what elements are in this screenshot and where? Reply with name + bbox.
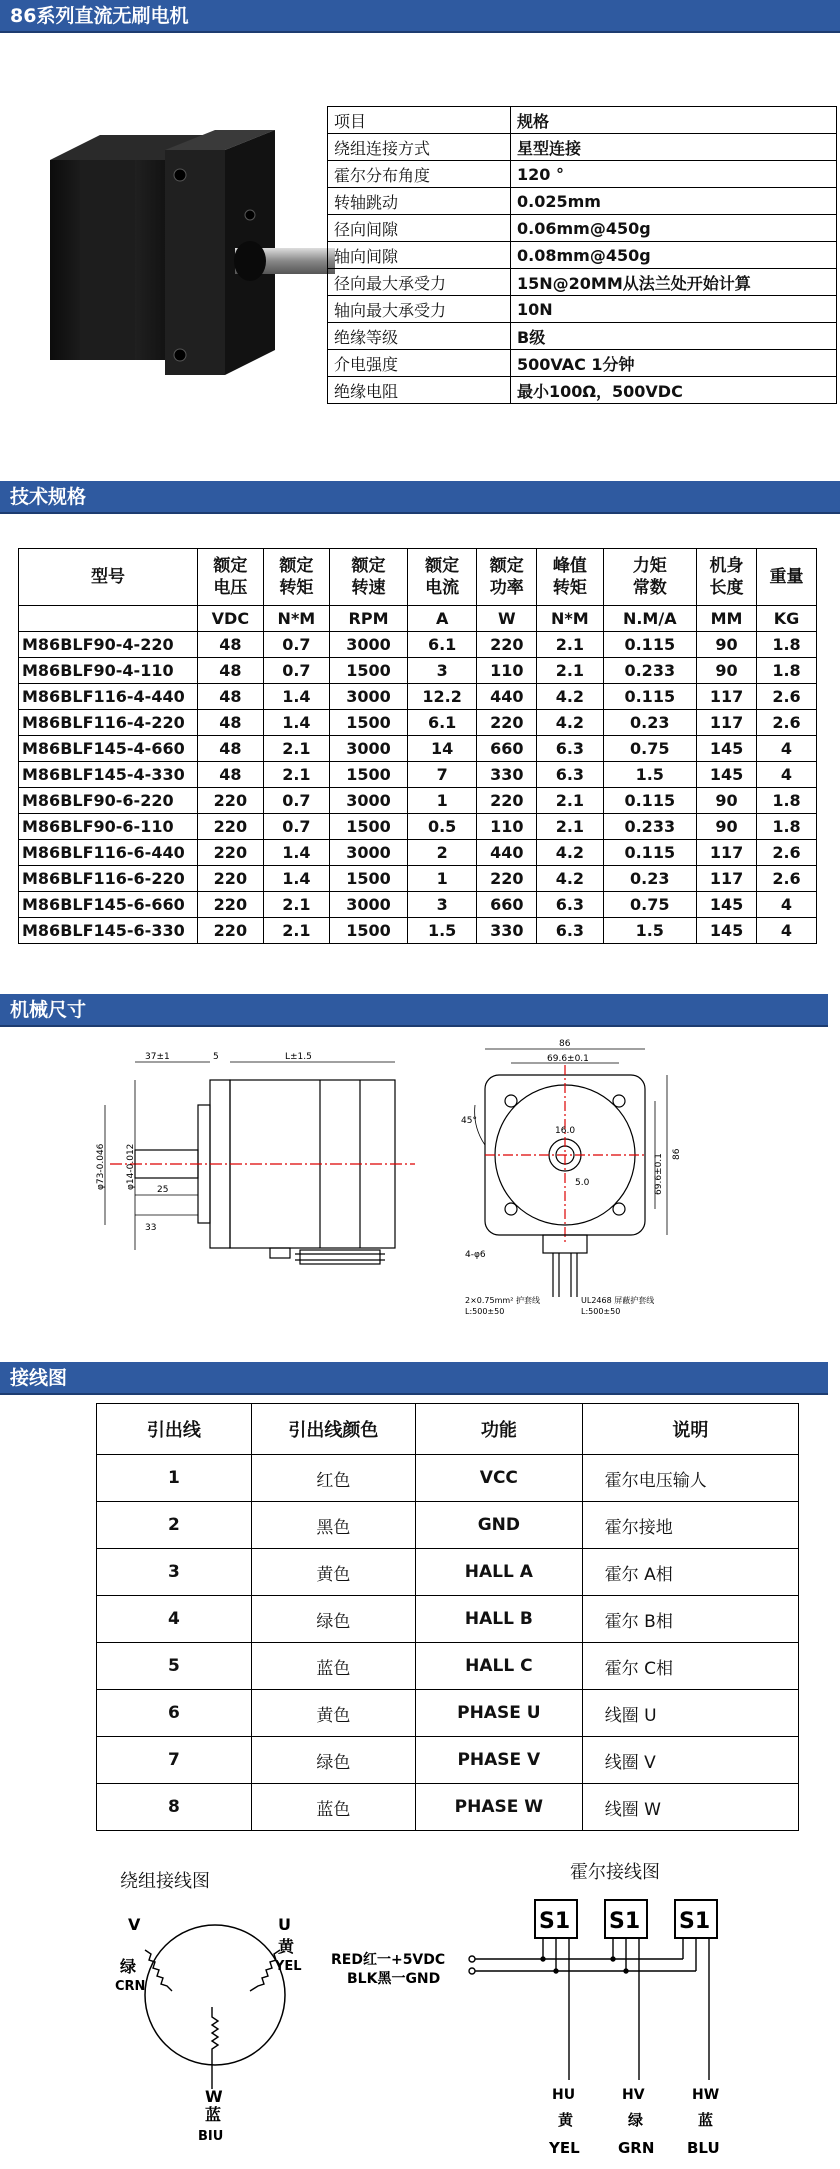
wiring-cell: 线圈 U [582, 1690, 798, 1737]
tech-unit: W [477, 606, 537, 632]
tech-cell: 4 [756, 762, 816, 788]
hall-red-label: RED红一+5VDC [331, 1952, 446, 1968]
tech-model: M86BLF145-6-330 [19, 918, 198, 944]
wiring-cell: HALL C [415, 1643, 582, 1690]
spec-row [328, 215, 837, 242]
tech-cell: 7 [407, 762, 476, 788]
tech-cell: 4.2 [537, 840, 603, 866]
tech-cell: 0.7 [263, 788, 329, 814]
hall-sensor-1: S1 [539, 1909, 571, 1934]
spec-key: 霍尔分布角度 [328, 161, 511, 188]
tech-cell: 2.1 [263, 736, 329, 762]
tech-unit: RPM [330, 606, 408, 632]
hall-c1: 黄 [558, 2111, 574, 2129]
tech-cell: 0.233 [603, 658, 697, 684]
winding-yellow: 黄 [278, 1937, 295, 1956]
spec-row [328, 350, 837, 377]
hall-c2: 绿 [628, 2111, 644, 2129]
spec-key: 绝缘等级 [328, 323, 511, 350]
tech-cell: 1.4 [263, 840, 329, 866]
tech-header: 重量 [756, 549, 816, 606]
tech-row [19, 814, 817, 840]
spec-row [328, 296, 837, 323]
tech-unit: N.M/A [603, 606, 697, 632]
dim-45: 45° [461, 1116, 477, 1126]
tech-cell: 2.1 [537, 788, 603, 814]
wiring-table [96, 1403, 799, 1831]
tech-unit: KG [756, 606, 816, 632]
tech-cell: 1500 [330, 710, 408, 736]
tech-cell: 3000 [330, 892, 408, 918]
section-title-motor: 86系列直流无刷电机 [0, 0, 840, 33]
tech-cell: 1.8 [756, 658, 816, 684]
tech-cell: 1500 [330, 658, 408, 684]
section-title-wiring: 接线图 [0, 1362, 828, 1395]
tech-cell: 3000 [330, 684, 408, 710]
tech-cell: 6.1 [407, 710, 476, 736]
tech-cell: 220 [477, 632, 537, 658]
dim-86-v: 86 [672, 1148, 682, 1160]
tech-cell: 2.6 [756, 684, 816, 710]
tech-cell: 220 [477, 710, 537, 736]
winding-crn: CRN [115, 1979, 146, 1994]
tech-cell: 48 [198, 684, 264, 710]
tech-cell: 4 [756, 736, 816, 762]
cable-2: UL2468 屏蔽护套线 [581, 1296, 655, 1305]
wiring-cell: 8 [97, 1784, 252, 1831]
spec-row [328, 161, 837, 188]
winding-v: V [128, 1915, 141, 1934]
tech-cell: 1.8 [756, 788, 816, 814]
tech-cell: 1500 [330, 762, 408, 788]
wiring-cell: 黑色 [251, 1502, 415, 1549]
tech-row [19, 762, 817, 788]
tech-cell: 220 [477, 866, 537, 892]
tech-cell: 110 [477, 814, 537, 840]
wiring-row [97, 1643, 799, 1690]
dim-50: 5.0 [575, 1178, 590, 1188]
tech-cell: 48 [198, 632, 264, 658]
tech-cell: 117 [697, 840, 757, 866]
tech-header: 峰值 转矩 [537, 549, 603, 606]
tech-cell: 2.1 [263, 762, 329, 788]
tech-cell: 1.4 [263, 866, 329, 892]
cable-2-len: L:500±50 [581, 1307, 621, 1316]
tech-cell: 1.8 [756, 814, 816, 840]
tech-cell: 117 [697, 710, 757, 736]
tech-cell: 1.5 [407, 918, 476, 944]
tech-model: M86BLF90-4-220 [19, 632, 198, 658]
tech-cell: 2.1 [537, 658, 603, 684]
side-view-drawing [95, 1050, 425, 1280]
tech-cell: 220 [198, 840, 264, 866]
wiring-cell: HALL B [415, 1596, 582, 1643]
hall-e2: GRN [618, 2139, 655, 2157]
wiring-cell: 蓝色 [251, 1643, 415, 1690]
tech-cell: 3 [407, 658, 476, 684]
tech-cell: 145 [697, 762, 757, 788]
spec-key: 轴向最大承受力 [328, 296, 511, 323]
tech-cell: 0.233 [603, 814, 697, 840]
tech-cell: 1.5 [603, 918, 697, 944]
tech-cell: 1.8 [756, 632, 816, 658]
tech-cell: 2 [407, 840, 476, 866]
dim-14: φ14-0.012 [126, 1143, 136, 1190]
wiring-cell: 绿色 [251, 1737, 415, 1784]
spec-value: 0.025mm [511, 188, 837, 215]
wiring-cell: 红色 [251, 1455, 415, 1502]
dim-l: L±1.5 [285, 1052, 312, 1062]
tech-model: M86BLF116-6-220 [19, 866, 198, 892]
dim-5: 5 [213, 1052, 219, 1062]
hall-sensor-2: S1 [609, 1909, 641, 1934]
wiring-row [97, 1737, 799, 1784]
wiring-header: 引出线颜色 [251, 1404, 415, 1455]
tech-cell: 1.4 [263, 710, 329, 736]
wiring-cell: 霍尔 A相 [582, 1549, 798, 1596]
spec-row [328, 323, 837, 350]
spec-row [328, 377, 837, 404]
hall-diagram [325, 1885, 745, 2165]
wiring-cell: 黄色 [251, 1690, 415, 1737]
tech-cell: 90 [697, 632, 757, 658]
tech-cell: 220 [198, 892, 264, 918]
tech-row [19, 866, 817, 892]
cable-1: 2×0.75mm² 护套线 [465, 1296, 540, 1305]
spec-value: 0.08mm@450g [511, 242, 837, 269]
tech-model: M86BLF116-6-440 [19, 840, 198, 866]
wiring-cell: 2 [97, 1502, 252, 1549]
tech-header: 力矩 常数 [603, 549, 697, 606]
winding-title: 绕组接线图 [120, 1871, 210, 1892]
tech-cell: 1500 [330, 918, 408, 944]
tech-unit [19, 606, 198, 632]
wiring-cell: PHASE V [415, 1737, 582, 1784]
tech-cell: 3000 [330, 840, 408, 866]
tech-cell: 1 [407, 866, 476, 892]
spec-row [328, 188, 837, 215]
wiring-row [97, 1690, 799, 1737]
tech-cell: 220 [198, 814, 264, 840]
tech-cell: 4.2 [537, 866, 603, 892]
wiring-cell: GND [415, 1502, 582, 1549]
motor-photo [40, 130, 340, 390]
spec-key: 项目 [328, 107, 511, 134]
spec-key: 绕组连接方式 [328, 134, 511, 161]
tech-cell: 1.5 [603, 762, 697, 788]
hall-hw: HW [692, 2087, 720, 2103]
tech-cell: 0.115 [603, 684, 697, 710]
tech-cell: 117 [697, 866, 757, 892]
dim-33: 33 [145, 1223, 157, 1233]
tech-model: M86BLF90-6-110 [19, 814, 198, 840]
front-view-drawing [455, 1035, 685, 1335]
tech-cell: 440 [477, 840, 537, 866]
dim-25: 25 [157, 1185, 169, 1195]
tech-header: 额定 电压 [198, 549, 264, 606]
tech-cell: 4 [756, 892, 816, 918]
tech-unit: A [407, 606, 476, 632]
wiring-header: 功能 [415, 1404, 582, 1455]
spec-key: 绝缘电阻 [328, 377, 511, 404]
wiring-cell: 黄色 [251, 1549, 415, 1596]
tech-header: 额定 转矩 [263, 549, 329, 606]
tech-header: 额定 转速 [330, 549, 408, 606]
dim-37: 37±1 [145, 1052, 170, 1062]
tech-cell: 90 [697, 788, 757, 814]
tech-cell: 0.75 [603, 892, 697, 918]
dim-696-v: 69.6±0.1 [654, 1153, 664, 1195]
tech-row [19, 658, 817, 684]
tech-model: M86BLF145-4-660 [19, 736, 198, 762]
spec-value: 15N@20MM从法兰处开始计算 [511, 269, 837, 296]
tech-model: M86BLF116-4-440 [19, 684, 198, 710]
tech-cell: 2.6 [756, 710, 816, 736]
winding-w: W [205, 2087, 223, 2106]
dim-holes: 4-φ6 [465, 1250, 486, 1260]
tech-cell: 2.6 [756, 866, 816, 892]
wiring-cell: 霍尔 B相 [582, 1596, 798, 1643]
tech-cell: 6.3 [537, 762, 603, 788]
wiring-cell: 霍尔接地 [582, 1502, 798, 1549]
spec-value: 500VAC 1分钟 [511, 350, 837, 377]
wiring-cell: 7 [97, 1737, 252, 1784]
tech-cell: 0.115 [603, 632, 697, 658]
spec-row [328, 269, 837, 296]
tech-cell: 6.3 [537, 736, 603, 762]
tech-unit: N*M [263, 606, 329, 632]
tech-cell: 220 [198, 866, 264, 892]
tech-header: 额定 电流 [407, 549, 476, 606]
tech-cell: 3 [407, 892, 476, 918]
wiring-cell: 蓝色 [251, 1784, 415, 1831]
tech-row [19, 788, 817, 814]
tech-row [19, 710, 817, 736]
tech-cell: 14 [407, 736, 476, 762]
dim-696: 69.6±0.1 [547, 1054, 589, 1064]
tech-cell: 110 [477, 658, 537, 684]
spec-row [328, 107, 837, 134]
wiring-cell: PHASE W [415, 1784, 582, 1831]
tech-model: M86BLF90-6-220 [19, 788, 198, 814]
tech-cell: 6.3 [537, 892, 603, 918]
tech-row [19, 892, 817, 918]
section-title-mech: 机械尺寸 [0, 994, 828, 1027]
tech-cell: 12.2 [407, 684, 476, 710]
tech-cell: 4.2 [537, 710, 603, 736]
tech-cell: 660 [477, 736, 537, 762]
wiring-cell: 5 [97, 1643, 252, 1690]
tech-model: M86BLF90-4-110 [19, 658, 198, 684]
wiring-cell: 绿色 [251, 1596, 415, 1643]
spec-key: 介电强度 [328, 350, 511, 377]
tech-row [19, 736, 817, 762]
tech-cell: 145 [697, 918, 757, 944]
tech-cell: 0.115 [603, 840, 697, 866]
tech-cell: 0.75 [603, 736, 697, 762]
dim-86: 86 [559, 1039, 571, 1049]
tech-row [19, 632, 817, 658]
tech-cell: 2.1 [537, 632, 603, 658]
winding-yel: YEL [275, 1959, 302, 1974]
tech-cell: 1.4 [263, 684, 329, 710]
wiring-cell: HALL A [415, 1549, 582, 1596]
tech-model: M86BLF145-6-660 [19, 892, 198, 918]
tech-cell: 48 [198, 762, 264, 788]
hall-e3: BLU [687, 2139, 720, 2157]
tech-row [19, 918, 817, 944]
hall-hu: HU [552, 2087, 576, 2103]
tech-cell: 1500 [330, 866, 408, 892]
wiring-row [97, 1502, 799, 1549]
tech-cell: 3000 [330, 736, 408, 762]
tech-cell: 117 [697, 684, 757, 710]
tech-cell: 0.7 [263, 658, 329, 684]
winding-u: U [278, 1915, 291, 1934]
hall-title: 霍尔接线图 [570, 1862, 660, 1883]
spec-value: 0.06mm@450g [511, 215, 837, 242]
tech-cell: 90 [697, 658, 757, 684]
wiring-row [97, 1549, 799, 1596]
tech-header: 额定 功率 [477, 549, 537, 606]
tech-model: M86BLF116-4-220 [19, 710, 198, 736]
tech-cell: 48 [198, 710, 264, 736]
tech-spec-table [18, 548, 817, 944]
wiring-cell: VCC [415, 1455, 582, 1502]
wiring-header: 说明 [582, 1404, 798, 1455]
hall-hv: HV [622, 2087, 645, 2103]
spec-value: 最小100Ω，500VDC [511, 377, 837, 404]
tech-cell: 220 [477, 788, 537, 814]
tech-header: 型号 [19, 549, 198, 606]
tech-cell: 0.23 [603, 710, 697, 736]
tech-cell: 90 [697, 814, 757, 840]
spec-value: 10N [511, 296, 837, 323]
dim-16: 16.0 [555, 1126, 576, 1136]
wiring-cell: 1 [97, 1455, 252, 1502]
spec-key: 转轴跳动 [328, 188, 511, 215]
tech-row [19, 684, 817, 710]
wiring-cell: 霍尔 C相 [582, 1643, 798, 1690]
spec-value: 星型连接 [511, 134, 837, 161]
tech-cell: 0.23 [603, 866, 697, 892]
tech-cell: 0.7 [263, 632, 329, 658]
dim-73: φ73-0.046 [96, 1143, 106, 1190]
wiring-cell: 4 [97, 1596, 252, 1643]
tech-cell: 48 [198, 736, 264, 762]
hall-c3: 蓝 [698, 2111, 714, 2129]
tech-model: M86BLF145-4-330 [19, 762, 198, 788]
winding-diagram [100, 1900, 360, 2150]
tech-cell: 6.1 [407, 632, 476, 658]
spec-value: B级 [511, 323, 837, 350]
tech-cell: 0.5 [407, 814, 476, 840]
wiring-cell: 3 [97, 1549, 252, 1596]
spec-key: 径向最大承受力 [328, 269, 511, 296]
tech-cell: 2.1 [537, 814, 603, 840]
winding-green: 绿 [120, 1957, 137, 1976]
tech-cell: 220 [198, 788, 264, 814]
tech-cell: 440 [477, 684, 537, 710]
winding-blue: 蓝 [205, 2105, 222, 2124]
tech-cell: 145 [697, 892, 757, 918]
section-title-tech: 技术规格 [0, 481, 840, 514]
hall-sensor-3: S1 [679, 1909, 711, 1934]
spec-key: 轴向间隙 [328, 242, 511, 269]
tech-cell: 2.1 [263, 892, 329, 918]
hall-e1: YEL [549, 2139, 580, 2157]
hall-blk-label: BLK黑一GND [347, 1971, 441, 1987]
cable-1-len: L:500±50 [465, 1307, 505, 1316]
tech-unit: N*M [537, 606, 603, 632]
tech-cell: 4.2 [537, 684, 603, 710]
wiring-header-row [97, 1404, 799, 1455]
wiring-cell: 6 [97, 1690, 252, 1737]
tech-cell: 1500 [330, 814, 408, 840]
tech-cell: 330 [477, 762, 537, 788]
wiring-cell: 线圈 V [582, 1737, 798, 1784]
tech-cell: 4 [756, 918, 816, 944]
tech-cell: 1 [407, 788, 476, 814]
wiring-cell: PHASE U [415, 1690, 582, 1737]
spec-row [328, 134, 837, 161]
tech-cell: 2.1 [263, 918, 329, 944]
tech-cell: 0.7 [263, 814, 329, 840]
tech-cell: 660 [477, 892, 537, 918]
tech-cell: 0.115 [603, 788, 697, 814]
tech-header: 机身 长度 [697, 549, 757, 606]
spec-value: 120 ° [511, 161, 837, 188]
tech-cell: 48 [198, 658, 264, 684]
wiring-row [97, 1455, 799, 1502]
tech-cell: 6.3 [537, 918, 603, 944]
tech-unit: MM [697, 606, 757, 632]
spec-table [327, 106, 837, 404]
wiring-cell: 线圈 W [582, 1784, 798, 1831]
winding-biu: BIU [198, 2129, 224, 2144]
tech-row [19, 840, 817, 866]
tech-cell: 330 [477, 918, 537, 944]
tech-cell: 3000 [330, 788, 408, 814]
wiring-row [97, 1784, 799, 1831]
wiring-cell: 霍尔电压输人 [582, 1455, 798, 1502]
tech-unit: VDC [198, 606, 264, 632]
tech-cell: 2.6 [756, 840, 816, 866]
tech-cell: 220 [198, 918, 264, 944]
wiring-header: 引出线 [97, 1404, 252, 1455]
spec-key: 径向间隙 [328, 215, 511, 242]
tech-cell: 145 [697, 736, 757, 762]
wiring-row [97, 1596, 799, 1643]
spec-value: 规格 [511, 107, 837, 134]
spec-row [328, 242, 837, 269]
tech-cell: 3000 [330, 632, 408, 658]
